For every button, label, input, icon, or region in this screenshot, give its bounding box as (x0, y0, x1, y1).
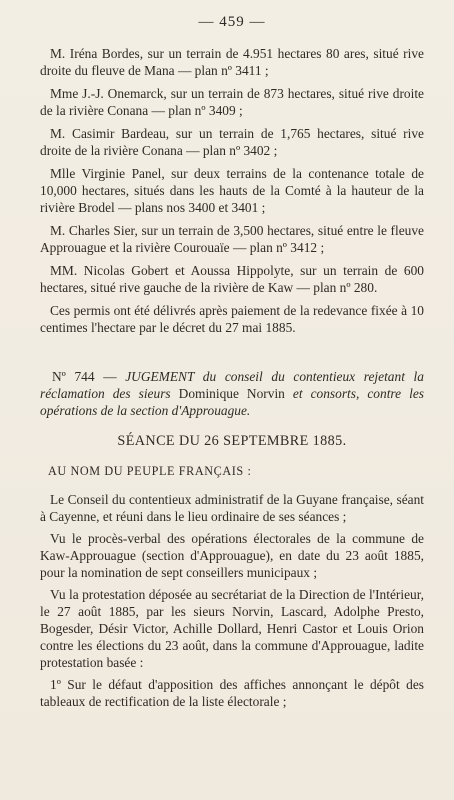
permit-entry: M. Casimir Bardeau, sur un terrain de 1,765 hectares, situé rive droite de la rivière Conana — plan nº 3402 ; (40, 126, 424, 158)
judgment-paragraph: 1º Sur le défaut d'apposition des affiches annonçant le dépôt des tableaux de rectification de la liste électorale ; (40, 677, 424, 709)
item-title-b: et consorts, contre les opérations de la section d'Approuague. (40, 386, 424, 418)
permit-entry: M. Iréna Bordes, sur un terrain de 4.951 hectares 80 ares, situé rive droite du fleuve de Mana — plan nº 3411 ; (40, 46, 424, 78)
item-dash: — (103, 369, 117, 384)
judgment-paragraph: Vu le procès-verbal des opérations électorales de la commune de Kaw-Approuague (section d'Approuague), en date du 23 août 1885, pour la nomination de sept conseillers municipaux ; (40, 531, 424, 580)
permit-entry: Mlle Virginie Panel, sur deux terrains de la contenance totale de 10,000 hectares, situés dans les hauts de la Comté à la hauteur de la rivière Brodel — plans nos 3400 et 3401 ; (40, 166, 424, 215)
item-title-a: JUGEMENT du conseil du contentieux rejetant la réclamation des sieurs (40, 369, 424, 401)
page-number: — 459 — (198, 14, 266, 30)
item-names: Dominique Norvin (178, 386, 285, 401)
judgment-body (40, 491, 424, 710)
item-heading (40, 368, 424, 419)
permits-list (40, 45, 424, 336)
judgment-paragraph: Le Conseil du contentieux administratif de la Guyane française, séant à Cayenne, et réuni dans le lieu ordinaire de ses séances ; (40, 492, 424, 524)
section-spacer (40, 342, 424, 368)
judgment-paragraph: Vu la protestation déposée au secrétariat de la Direction de l'Intérieur, le 27 août 1885, par les sieurs Norvin, Lascard, Adolphe Presto, Bogesder, Désir Victor, Achille Dollard, Henri Castor et Louis Orion contre les élections du 23 août, dans la commune d'Approuague, ladite protestation basée : (40, 587, 424, 670)
seance-heading: SÉANCE DU 26 SEPTEMBRE 1885. (117, 433, 347, 449)
permit-entry: MM. Nicolas Gobert et Aoussa Hippolyte, sur un terrain de 600 hectares, situé rive gauche de la rivière de Kaw — plan nº 280. (40, 263, 424, 295)
permit-entry: Mme J.-J. Onemarck, sur un terrain de 873 hectares, situé rive droite de la rivière Conana — plan nº 3409 ; (40, 86, 424, 118)
closing-note: Ces permis ont été délivrés après paiement de la redevance fixée à 10 centimes l'hectare par le décret du 27 mai 1885. (40, 303, 424, 335)
peuple-heading: AU NOM DU PEUPLE FRANÇAIS : (48, 464, 252, 478)
item-number: Nº 744 (52, 369, 95, 384)
permit-entry: M. Charles Sier, sur un terrain de 3,500 hectares, situé entre le fleuve Approuague et la rivière Courouaïe — plan nº 3412 ; (40, 223, 424, 255)
